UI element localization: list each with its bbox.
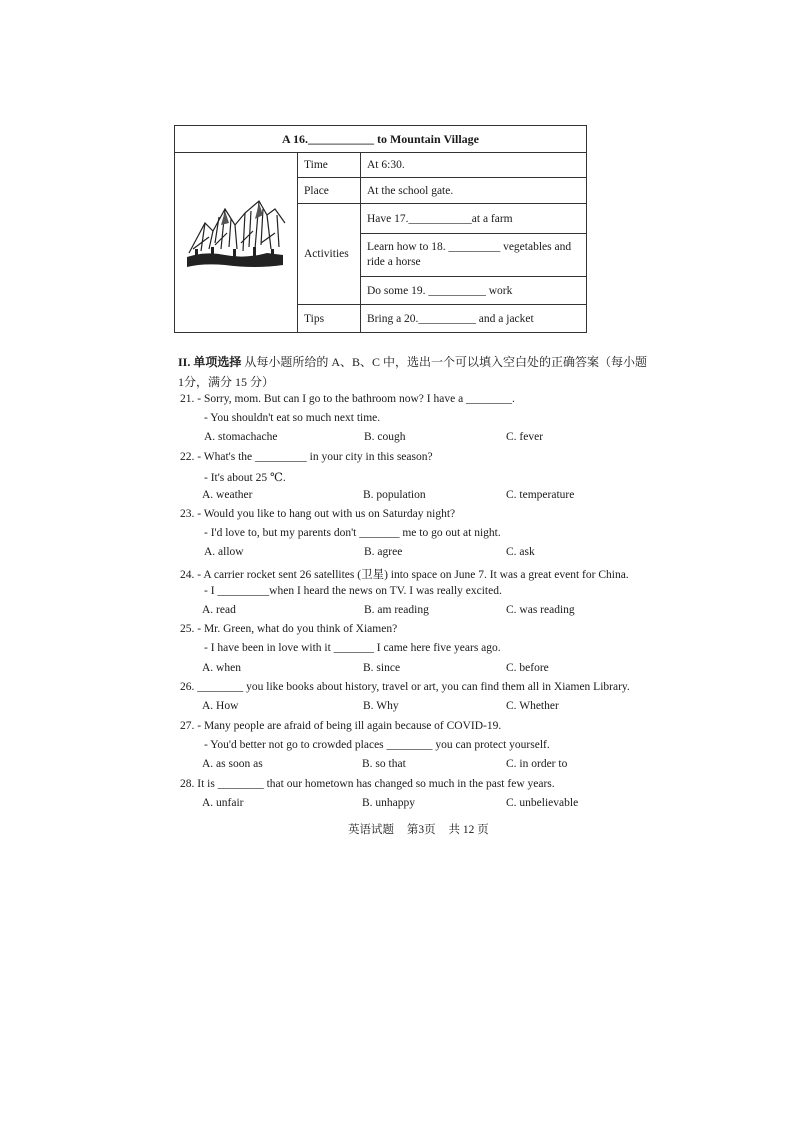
question-23-stem: 23. - Would you like to hang out with us on Saturday night? <box>180 508 456 520</box>
question-26-stem: 26. ________ you like books about history, travel or art, you can find them all in Xiamen Library. <box>180 681 630 693</box>
row-label-tips: Tips <box>298 305 361 333</box>
question-26-option-a: A. How <box>202 700 239 712</box>
question-22-reply: - It's about 25 ℃. <box>204 472 286 484</box>
question-21-option-b: B. cough <box>364 431 406 443</box>
question-28-option-b: B. unhappy <box>362 797 416 809</box>
section-instruction: 从每小题所给的 A、B、C 中，选出一个可以填入空白处的正确答案（每小题 <box>244 355 648 369</box>
footer-total: 共 12 页 <box>448 824 489 836</box>
row-value-activity-19: Do some 19. __________ work <box>361 277 587 305</box>
question-27-option-a: A. as soon as <box>202 758 263 770</box>
question-25-stem: 25. - Mr. Green, what do you think of Xiamen? <box>180 623 398 635</box>
question-23-option-b: B. agree <box>364 546 403 558</box>
question-21-option-c: C. fever <box>506 431 544 443</box>
row-value-tips: Bring a 20.__________ and a jacket <box>361 305 587 333</box>
activity-18-text: Learn how to 18. _________ vegetables and ride a horse <box>367 241 572 268</box>
row-value-activity-18 <box>361 234 587 277</box>
question-22-option-b: B. population <box>363 489 426 501</box>
question-24-option-b: B. am reading <box>364 604 429 616</box>
question-25-option-b: B. since <box>363 662 401 674</box>
question-24-stem: 24. - A carrier rocket sent 26 satellites (卫星) into space on June 7. It was a great event for China. <box>180 569 629 581</box>
question-27-option-c: C. in order to <box>506 758 568 770</box>
row-value-time: At 6:30. <box>361 153 587 178</box>
section-number: II. <box>178 355 191 369</box>
question-25-option-c: C. before <box>506 662 549 674</box>
row-label-time: Time <box>298 153 361 178</box>
footer-page: 第3页 <box>406 824 436 836</box>
mountain-icon <box>175 153 297 329</box>
question-25-option-a: A. when <box>202 662 241 674</box>
question-23-option-c: C. ask <box>506 546 535 558</box>
question-22-option-a: A. weather <box>202 489 253 501</box>
question-27-stem: 27. - Many people are afraid of being ill again because of COVID-19. <box>180 720 502 732</box>
section-instruction-2: 1分，满分 15 分） <box>178 375 275 389</box>
question-28-stem: 28. It is ________ that our hometown has changed so much in the past few years. <box>180 778 555 790</box>
question-22-stem: 22. - What's the _________ in your city in this season? <box>180 451 433 463</box>
question-25-reply: - I have been in love with it _______ I came here five years ago. <box>204 642 501 654</box>
notice-table <box>174 125 587 333</box>
question-26-option-b: B. Why <box>363 700 399 712</box>
footer-subject: 英语试题 <box>348 824 394 836</box>
notice-title: A 16.___________ to Mountain Village <box>175 126 587 153</box>
question-24-option-c: C. was reading <box>506 604 575 616</box>
question-28-option-c: C. unbelievable <box>506 797 579 809</box>
question-24-reply: - I _________when I heard the news on TV. I was really excited. <box>204 585 502 597</box>
question-21-stem: 21. - Sorry, mom. But can I go to the bathroom now? I have a ________. <box>180 393 515 405</box>
question-27-option-b: B. so that <box>362 758 406 770</box>
question-27-reply: - You'd better not go to crowded places ________ you can protect yourself. <box>204 739 550 751</box>
row-value-place: At the school gate. <box>361 178 587 204</box>
question-26-option-c: C. Whether <box>506 700 559 712</box>
question-24-option-a: A. read <box>202 604 236 616</box>
question-23-option-a: A. allow <box>204 546 244 558</box>
question-28-option-a: A. unfair <box>202 797 244 809</box>
section-heading <box>178 353 647 370</box>
question-21-option-a: A. stomachache <box>204 431 278 443</box>
mountain-illustration <box>175 153 298 333</box>
row-label-activities: Activities <box>298 204 361 305</box>
question-21-reply: - You shouldn't eat so much next time. <box>204 412 381 424</box>
row-value-activity-17: Have 17.___________at a farm <box>361 204 587 234</box>
question-22-option-c: C. temperature <box>506 489 575 501</box>
section-title: 单项选择 <box>193 355 242 369</box>
question-23-reply: - I'd love to, but my parents don't _______ me to go out at night. <box>204 527 501 539</box>
row-label-place: Place <box>298 178 361 204</box>
page-footer <box>348 821 499 837</box>
